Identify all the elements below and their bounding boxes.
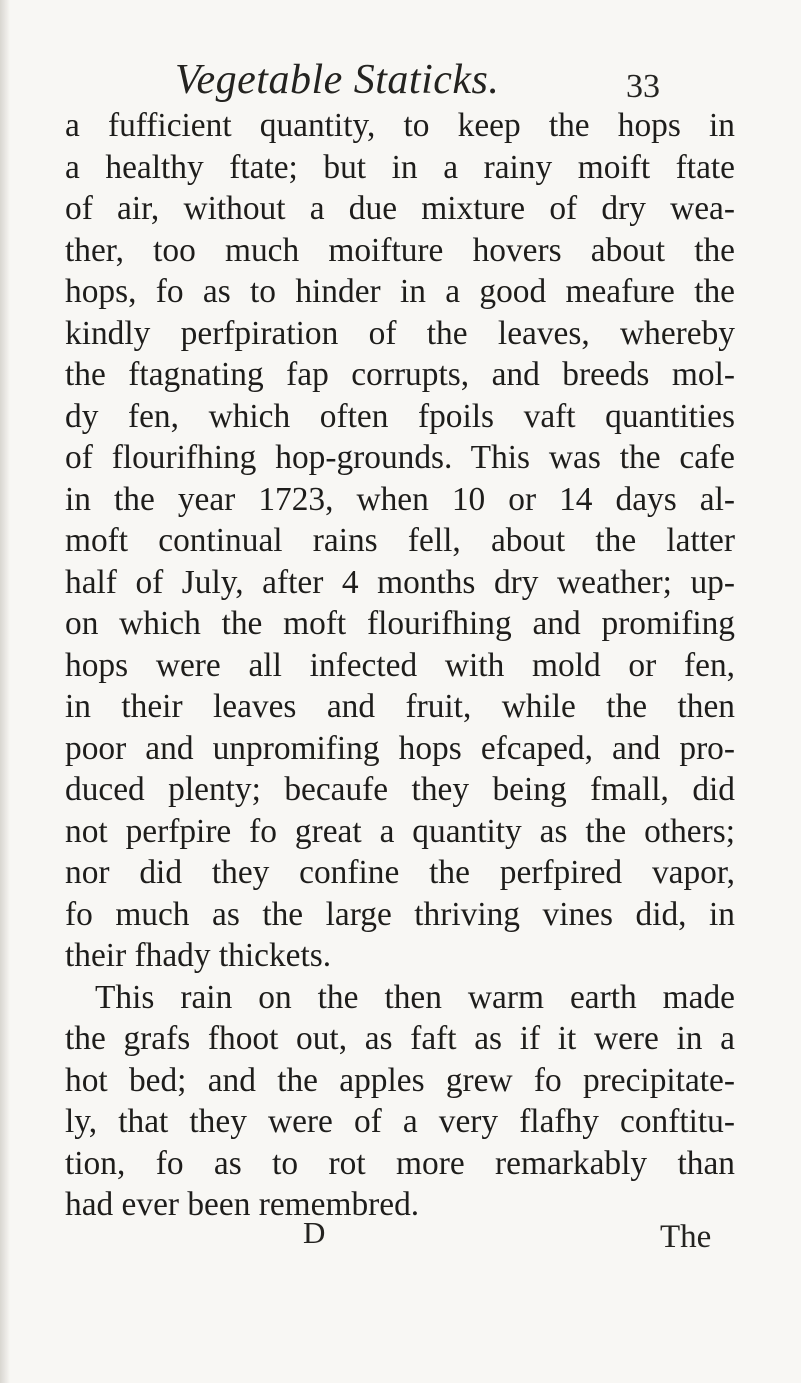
text-line: the ftagnating fap corrupts, and breeds mol-	[65, 356, 735, 393]
catchword: The	[660, 1219, 712, 1255]
running-head: Vegetable Staticks.	[175, 57, 500, 103]
body-text	[65, 105, 735, 1226]
text-line: fo much as the large thriving vines did, in	[65, 895, 735, 933]
text-line: had ever been remembred.	[65, 1186, 420, 1223]
text-line: kindly perfpiration of the leaves, whereby	[65, 314, 735, 352]
text-line: poor and unpromifing hops efcaped, and pro-	[65, 729, 735, 767]
text-line: of flourifhing hop-grounds. This was the cafe	[65, 439, 735, 476]
text-line: ly, that they were of a very flafhy conftitu-	[65, 1103, 735, 1140]
text-line: their fhady thickets.	[65, 937, 332, 974]
text-line: This rain on the then warm earth made	[95, 978, 735, 1016]
text-line: the grafs fhoot out, as faft as if it were in a	[65, 1020, 735, 1057]
text-line: hops were all infected with mold or fen,	[65, 646, 735, 684]
text-line: hops, fo as to hinder in a good meafure the	[65, 273, 735, 310]
text-line: duced plenty; becaufe they being fmall, did	[65, 771, 735, 808]
text-line: tion, fo as to rot more remarkably than	[65, 1144, 735, 1182]
text-line: a fufficient quantity, to keep the hops in	[65, 107, 735, 144]
page-number: 33	[626, 68, 660, 105]
text-line: half of July, after 4 months dry weather; up-	[65, 563, 735, 601]
text-line: a healthy ftate; but in a rainy moift ftate	[65, 148, 735, 186]
text-line: not perfpire fo great a quantity as the others;	[65, 812, 735, 850]
text-line: of air, without a due mixture of dry wea-	[65, 190, 735, 227]
text-line: in the year 1723, when 10 or 14 days al-	[65, 480, 735, 518]
text-line: nor did they confine the perfpired vapor,	[65, 854, 735, 891]
text-line: in their leaves and fruit, while the then	[65, 688, 735, 725]
text-line: ther, too much moifture hovers about the	[65, 231, 735, 269]
signature-mark: D	[303, 1215, 326, 1250]
page-footer	[0, 1215, 801, 1265]
text-line: dy fen, which often fpoils vaft quantities	[65, 397, 735, 435]
text-line: hot bed; and the apples grew fo precipitate-	[65, 1061, 735, 1099]
page-gutter-edge	[0, 0, 10, 1383]
text-line: on which the moft flourifhing and promifing	[65, 605, 735, 642]
text-line: moft continual rains fell, about the latter	[65, 522, 735, 559]
